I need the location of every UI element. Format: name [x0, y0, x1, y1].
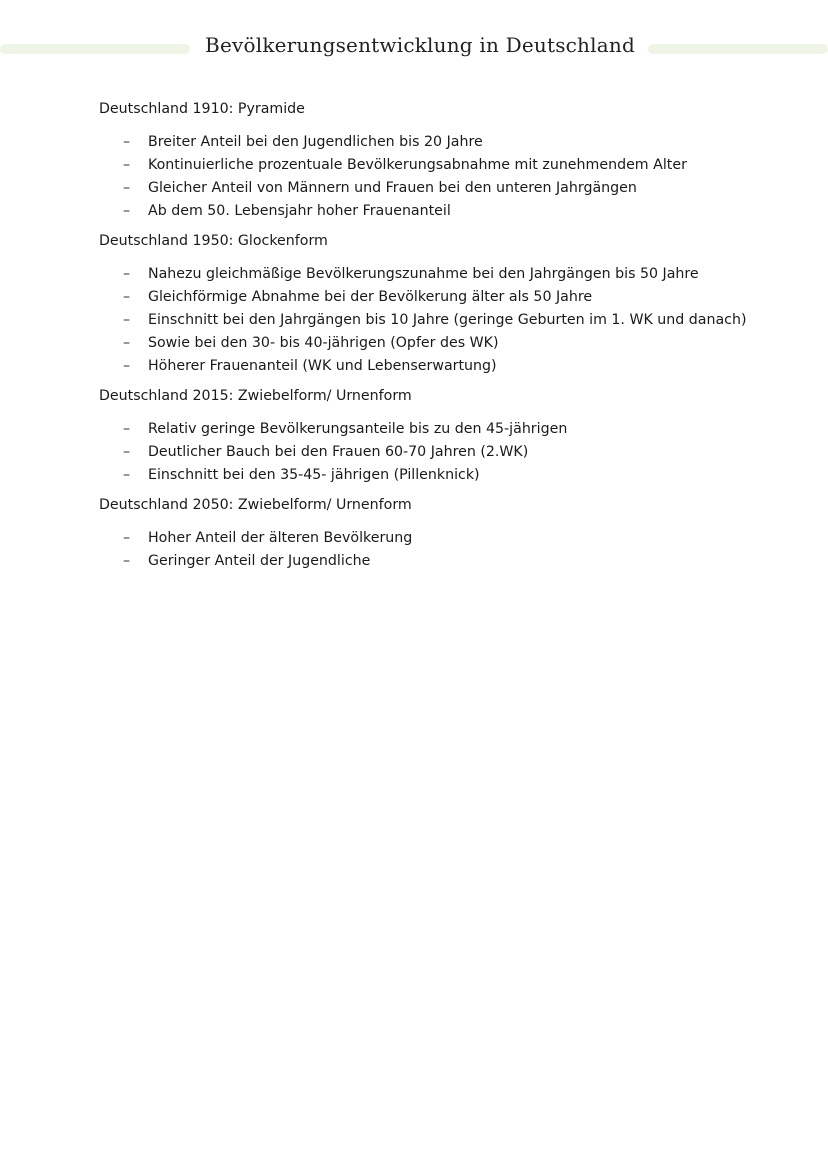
section-heading: Deutschland 1910: Pyramide	[99, 101, 305, 117]
section-1950	[99, 230, 799, 378]
dash-bullet-icon: –	[123, 335, 131, 351]
document-body	[99, 98, 799, 580]
list-item	[99, 154, 799, 177]
dash-bullet-icon: –	[123, 553, 131, 569]
dash-bullet-icon: –	[123, 289, 131, 305]
title-highlight-left	[0, 44, 190, 54]
bullet-list	[99, 263, 799, 378]
list-item-text: Einschnitt bei den 35-45- jährigen (Pillenknick)	[148, 467, 480, 483]
list-item-text: Kontinuierliche prozentuale Bevölkerungsabnahme mit zunehmendem Alter	[148, 157, 687, 173]
dash-bullet-icon: –	[123, 421, 131, 437]
list-item	[99, 309, 799, 332]
section-heading: Deutschland 2015: Zwiebelform/ Urnenform	[99, 388, 412, 404]
list-item-text: Höherer Frauenanteil (WK und Lebenserwartung)	[148, 358, 497, 374]
bullet-list	[99, 131, 799, 223]
section-heading: Deutschland 1950: Glockenform	[99, 233, 328, 249]
dash-bullet-icon: –	[123, 530, 131, 546]
list-item-text: Sowie bei den 30- bis 40-jährigen (Opfer des WK)	[148, 335, 499, 351]
dash-bullet-icon: –	[123, 157, 131, 173]
list-item-text: Nahezu gleichmäßige Bevölkerungszunahme bei den Jahrgängen bis 50 Jahre	[148, 266, 699, 282]
section-heading: Deutschland 2050: Zwiebelform/ Urnenform	[99, 497, 412, 513]
section-1910	[99, 98, 799, 223]
list-item-text: Hoher Anteil der älteren Bevölkerung	[148, 530, 413, 546]
list-item	[99, 286, 799, 309]
list-item-text: Gleicher Anteil von Männern und Frauen bei den unteren Jahrgängen	[148, 180, 637, 196]
list-item	[99, 527, 799, 550]
list-item	[99, 550, 799, 573]
list-item	[99, 177, 799, 200]
bullet-list	[99, 418, 799, 487]
list-item-text: Breiter Anteil bei den Jugendlichen bis 20 Jahre	[148, 134, 483, 150]
bullet-list	[99, 527, 799, 573]
section-2015	[99, 385, 799, 487]
list-item-text: Einschnitt bei den Jahrgängen bis 10 Jahre (geringe Geburten im 1. WK und danach)	[148, 312, 747, 328]
dash-bullet-icon: –	[123, 134, 131, 150]
title-highlight-right	[648, 44, 828, 54]
dash-bullet-icon: –	[123, 180, 131, 196]
dash-bullet-icon: –	[123, 266, 131, 282]
dash-bullet-icon: –	[123, 467, 131, 483]
page-title: Bevölkerungsentwicklung in Deutschland	[205, 33, 635, 57]
list-item-text: Gleichförmige Abnahme bei der Bevölkerung älter als 50 Jahre	[148, 289, 593, 305]
list-item-text: Ab dem 50. Lebensjahr hoher Frauenanteil	[148, 203, 451, 219]
list-item	[99, 441, 799, 464]
list-item-text: Geringer Anteil der Jugendliche	[148, 553, 371, 569]
list-item	[99, 464, 799, 487]
dash-bullet-icon: –	[123, 312, 131, 328]
dash-bullet-icon: –	[123, 203, 131, 219]
list-item	[99, 200, 799, 223]
list-item-text: Deutlicher Bauch bei den Frauen 60-70 Jahren (2.WK)	[148, 444, 529, 460]
list-item	[99, 131, 799, 154]
list-item	[99, 418, 799, 441]
list-item	[99, 332, 799, 355]
list-item-text: Relativ geringe Bevölkerungsanteile bis zu den 45-jährigen	[148, 421, 568, 437]
list-item	[99, 355, 799, 378]
dash-bullet-icon: –	[123, 444, 131, 460]
section-2050	[99, 494, 799, 573]
list-item	[99, 263, 799, 286]
dash-bullet-icon: –	[123, 358, 131, 374]
